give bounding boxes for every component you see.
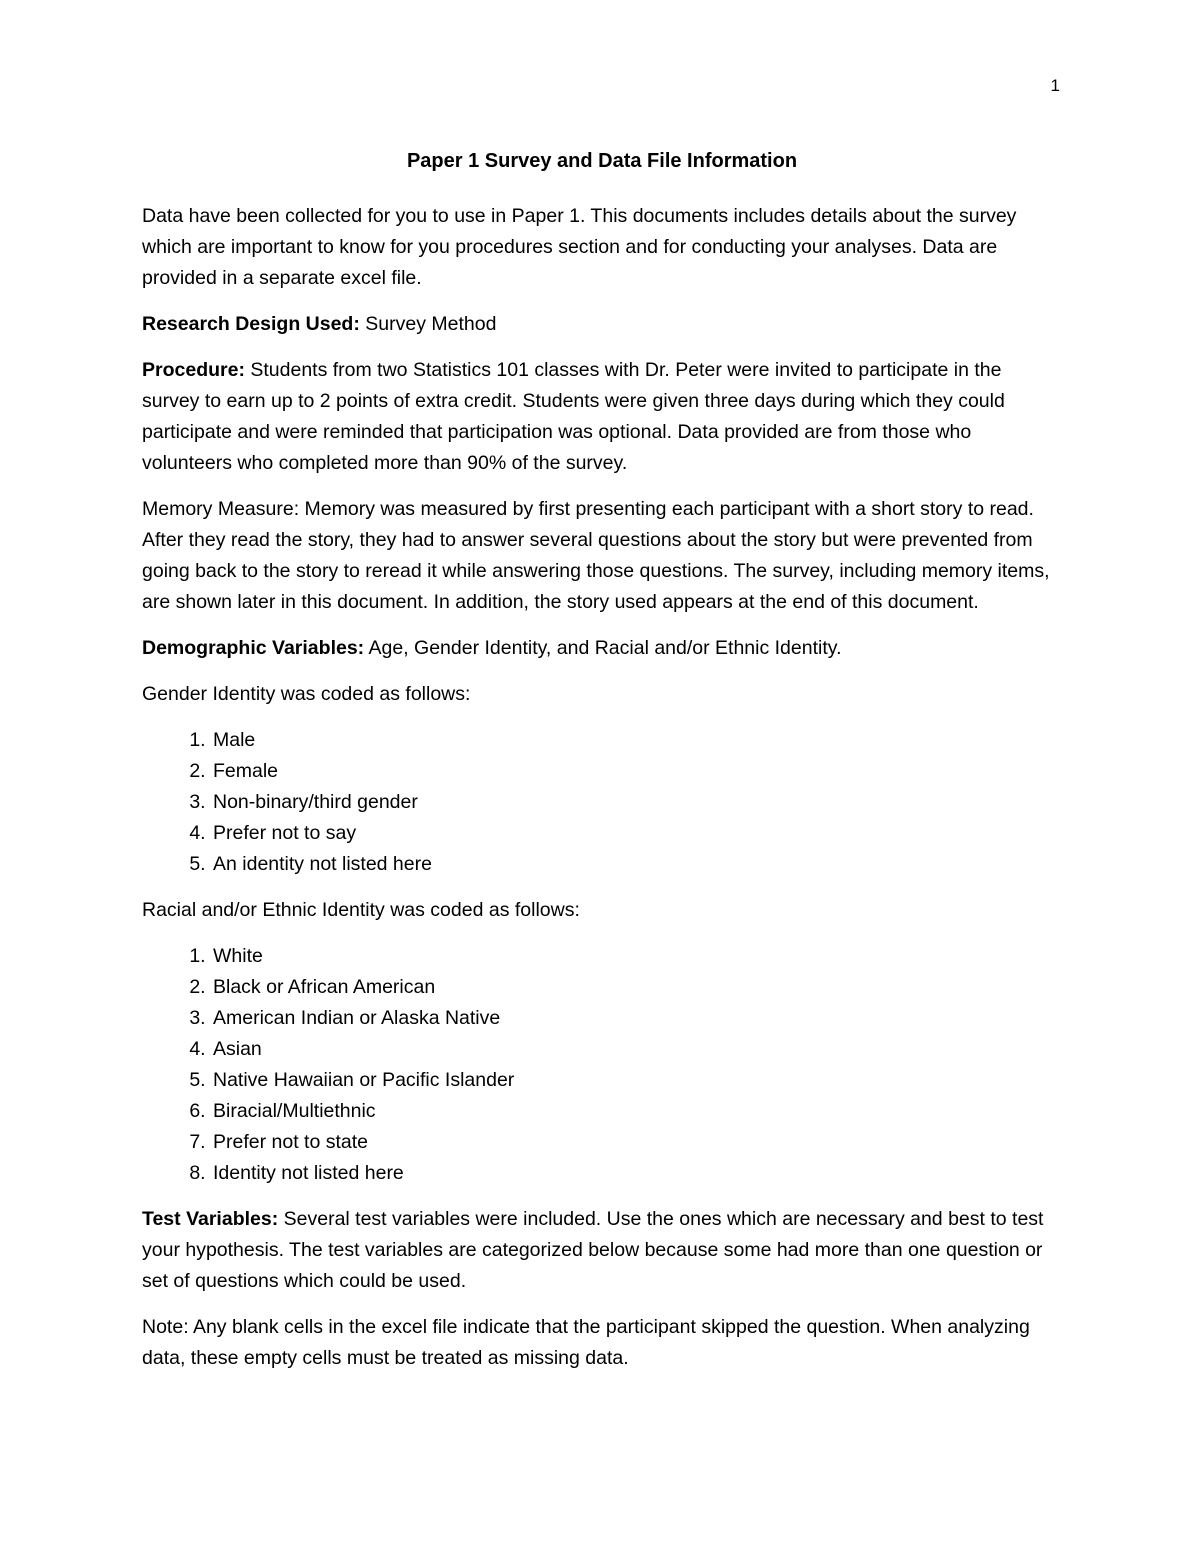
document-title: Paper 1 Survey and Data File Information <box>406 150 798 172</box>
research-design-paragraph <box>142 309 1062 340</box>
list-item: 3. American Indian or Alaska Native <box>211 1003 1062 1034</box>
list-item: 5. An identity not listed here <box>211 849 1062 880</box>
list-item: 1. Male <box>211 725 1062 756</box>
gender-intro: Gender Identity was coded as follows: <box>142 683 471 705</box>
demographic-paragraph <box>142 633 1062 664</box>
page-number: 1 <box>1050 76 1060 95</box>
list-item: 1. White <box>211 941 1062 972</box>
list-item: 2. Black or African American <box>211 972 1062 1003</box>
procedure-text: Students from two Statistics 101 classes with Dr. Peter were invited to participate in the survey to earn up to 2 points of extra credit. Students were given three days during which they could participate and were reminded that participation was optional. Data provided are from those who volunteers who completed more than 90% of the survey. <box>142 359 1005 474</box>
document-body <box>142 146 1062 1389</box>
list-item: 7. Prefer not to state <box>211 1127 1062 1158</box>
list-item: 4. Asian <box>211 1034 1062 1065</box>
procedure-label: Procedure: <box>142 359 245 381</box>
research-design-text: Survey Method <box>359 313 497 335</box>
test-variables-paragraph <box>142 1204 1062 1297</box>
note-paragraph: Note: Any blank cells in the excel file indicate that the participant skipped the question. When analyzing data, these empty cells must be treated as missing data. <box>142 1316 1030 1369</box>
list-item: 6. Biracial/Multiethnic <box>211 1096 1062 1127</box>
memory-measure-paragraph: Memory Measure: Memory was measured by first presenting each participant with a short story to read. After they read the story, they had to answer several questions about the story but were prevented from going back to the story to reread it while answering those questions. The survey, including memory items, are shown later in this document. In addition, the story used appears at the end of this document. <box>142 498 1050 613</box>
demographic-text: Age, Gender Identity, and Racial and/or Ethnic Identity. <box>364 637 842 659</box>
list-item: 3. Non-binary/third gender <box>211 787 1062 818</box>
test-variables-text: Several test variables were included. Use the ones which are necessary and best to test your hypothesis. The test variables are categorized below because some had more than one question or set of questions which could be used. <box>142 1208 1044 1292</box>
test-variables-label: Test Variables: <box>142 1208 279 1230</box>
list-item: 5. Native Hawaiian or Pacific Islander <box>211 1065 1062 1096</box>
list-item: 4. Prefer not to say <box>211 818 1062 849</box>
gender-list <box>142 725 1062 880</box>
demographic-label: Demographic Variables: <box>142 637 365 659</box>
race-intro: Racial and/or Ethnic Identity was coded as follows: <box>142 899 580 921</box>
research-design-label: Research Design Used: <box>142 313 360 335</box>
list-item: 2. Female <box>211 756 1062 787</box>
intro-paragraph: Data have been collected for you to use in Paper 1. This documents includes details about the survey which are important to know for you procedures section and for conducting your analyses. Data are provided in a separate excel file. <box>142 205 1017 289</box>
race-list <box>142 941 1062 1189</box>
procedure-paragraph <box>142 355 1062 479</box>
list-item: 8. Identity not listed here <box>211 1158 1062 1189</box>
